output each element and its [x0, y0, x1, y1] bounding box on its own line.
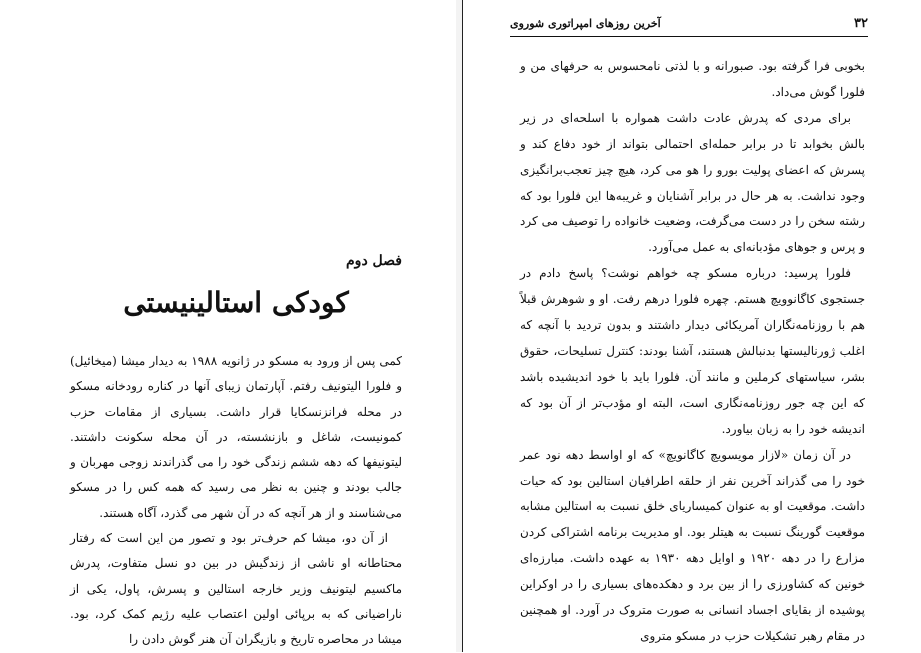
- chapter-title: کودکی استالینیستی: [123, 286, 349, 319]
- paragraph: از آن دو، میشا کم حرف‌تر بود و تصور من این است که رفتار محتاطانه او ناشی از زندگیش در بین دو نسل متفاوت، پدرش ماکسیم لیتونیف وزیر خارجه استالین و پسرش، پاول، یکی از ناراضیانی که به برپائی اولین اعتصاب علیه رژیم کمک کرد، بود. میشا در محاصره تاریخ و بازیگران آن هنر گوش دادن را: [70, 531, 402, 647]
- paragraph: برای مردی که پدرش عادت داشت همواره با اسلحه‌ای در زیر بالش بخوابد تا در برابر حمله‌ای احتمالی بتواند از خود دفاع کند و پسرش که اعضای پولیت بورو را هو می کرد، هیچ چیز تعجب‌برانگیزی وجود نداشت. به هر حال در برابر آشنایان و غریبه‌ها این فلورا بود که رشته سخن را در دست می‌گرفت، وضعیت خانواده را توصیف می کرد و پرس و جوهای مؤدبانه‌ای به عمل می‌آورد.: [520, 110, 865, 255]
- paragraph: کمی پس از ورود به مسکو در ژانویه ۱۹۸۸ به دیدار میشا (میخائیل) و فلورا الیتونیف رفتم. آپارتمان زیبای آنها در کناره رودخانه مسکو در محله فرانزنسکایا قرار داشت. بسیاری از مقامات حزب کمونیست، شاغل و بازنشسته، در آن محله سکونت داشتند. لیتونیفها که دهه ششم زندگی خود را می گذراندند زوجی مهربان و جالب بودند و چنین به نظر می رسید که همه کس را در مسکو می‌شناسند و از هر آنچه که در آن شهر می گذرد، آگاه هستند.: [70, 354, 402, 520]
- running-title: آخرین روزهای امپراتوری شوروی: [510, 17, 661, 30]
- paragraph: فلورا پرسید: درباره مسکو چه خواهم نوشت؟ پاسخ دادم در جستجوی کاگانوویچ هستم. چهره فلورا درهم رفت. او و شوهرش قبلاً هم با روزنامه‌نگاران آمریکائی دیدار داشتند و بدون تردید با آنچه که اغلب ژورنالیستها بدنبالش هستند، آشنا بودند: کنترل تسلیحات، حقوق بشر، سیاستهای کرملین و مانند آن. فلورا باید با خود اندیشیده باشد که این چه جور روزنامه‌نگاری است، البته او مؤدب‌تر از آن بود که اندیشه خود را به زبان بیاورد.: [520, 266, 865, 436]
- paragraph: در آن زمان «لازار مویسویچ کاگانویچ» که او اواسط دهه نود عمر خود را می گذراند آخرین نفر از حلقه اطرافیان استالین بود که حیات داشت. موقعیت او به عنوان کمیساریای خلق نسبت به استالین مشابه موقعیت گورینگ نسبت به هیتلر بود. او مدیریت برنامه اشتراکی کردن مزارع را در دهه ۱۹۲۰ و اوایل دهه ۱۹۳۰ به عهده داشت. مبارزه‌ای خونین که کشاورزی را از بین برد و دهکده‌های بسیاری را در اوکراین پوشیده از بقایای اجساد انسانی به صورت متروک در آورد. او همچنین در مقام رهبر تشکیلات حزب در مسکو متروی: [520, 447, 865, 643]
- left-page-body: [70, 349, 402, 653]
- chapter-label: فصل دوم: [346, 253, 402, 269]
- paragraph: بخوبی فرا گرفته بود. صبورانه و با لذتی نامحسوس به حرفهای من و فلورا گوش می‌داد.: [520, 59, 865, 99]
- page-number: ۳۲: [854, 16, 868, 31]
- running-head: [510, 14, 868, 37]
- right-page-body: [520, 54, 865, 650]
